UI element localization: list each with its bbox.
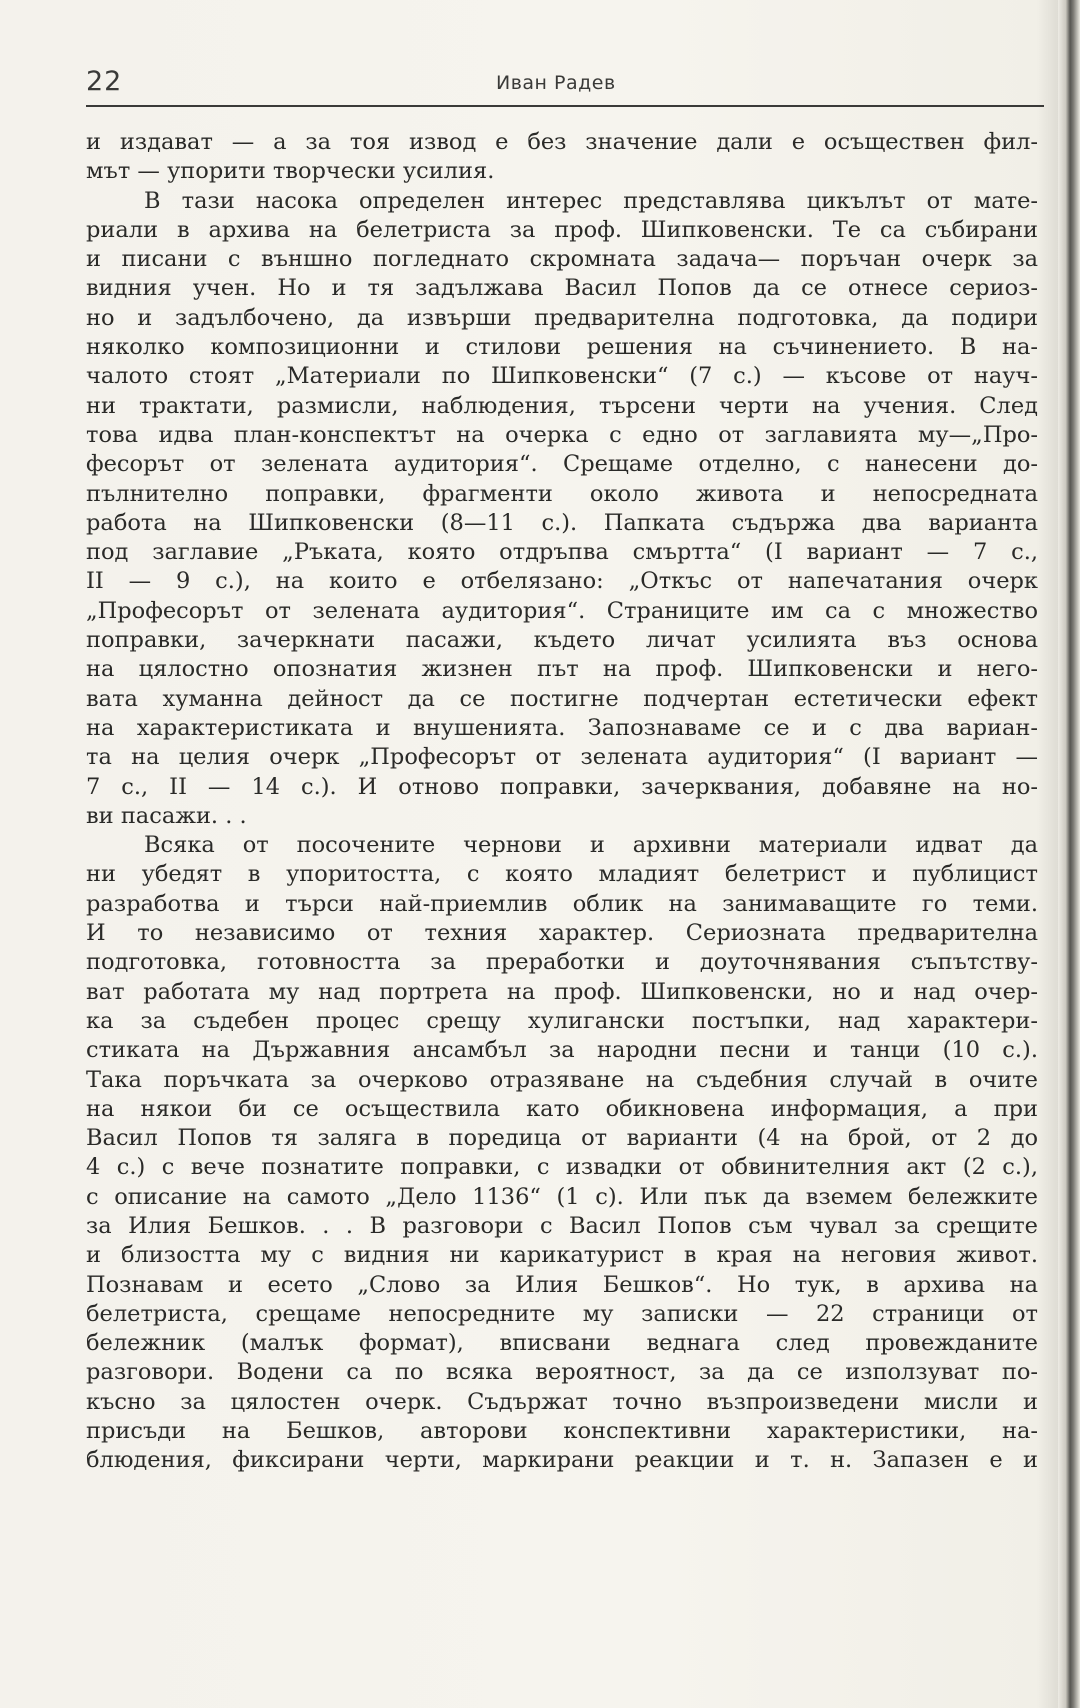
text-line: късно за цялостен очерк. Съдържат точно възпроизведени мисли и [86, 1388, 1038, 1415]
text-line: ка за съдебен процес срещу хулигански постъпки, над характери- [86, 1007, 1038, 1034]
body-text [86, 128, 1038, 1476]
text-line: видния учен. Но и тя задължава Васил Попов да се отнесе сериоз- [86, 275, 1038, 302]
text-line: 7 с., II — 14 с.). И отново поправки, зачерквания, добавяне на но- [86, 773, 1038, 800]
text-line: Така поръчката за очерково отразяване на съдебния случай в очите [86, 1066, 1038, 1093]
text-line: под заглавие „Ръката, която отдръпва смъртта“ (I вариант — 7 с., [86, 539, 1038, 566]
text-line: фесорът от зелената аудитория“. Срещаме отделно, с нанесени до- [86, 451, 1038, 478]
text-line: „Професорът от зелената аудитория“. Страниците им са с множество [86, 597, 1038, 624]
header-rule [86, 105, 1044, 107]
text-line: работа на Шипковенски (8—11 с.). Папката съдържа два варианта [86, 509, 1038, 536]
text-line: ни трактати, размисли, наблюдения, търсени черти на учения. След [86, 392, 1038, 419]
text-line: поправки, зачеркнати пасажи, където личат усилията въз основа [86, 627, 1038, 654]
text-line: присъди на Бешков, авторови конспективни характеристики, на- [86, 1418, 1038, 1445]
text-line: мът — упорити творчески усилия. [86, 158, 495, 185]
text-line: няколко композиционни и стилови решения на съчинението. В на- [86, 334, 1038, 361]
text-line: И то независимо от техния характер. Сериозната предварителна [86, 920, 1038, 947]
page-edge-shadow [1058, 0, 1080, 1708]
text-line: на характеристиката и внушенията. Запознаваме се и с два вариан- [86, 714, 1038, 741]
text-line: подготовка, готовността за преработки и доуточнявания съпътству- [86, 949, 1038, 976]
text-line: бележник (малък формат), вписвани веднага след провежданите [86, 1330, 1038, 1357]
text-line: Васил Попов тя заляга в поредица от варианти (4 на брой, от 2 до [86, 1125, 1038, 1152]
text-line: за Илия Бешков. . . В разговори с Васил Попов съм чувал за срещите [86, 1212, 1038, 1239]
text-line: 4 с.) с вече познатите поправки, с извадки от обвинителния акт (2 с.), [86, 1154, 1038, 1181]
text-line: чалото стоят „Материали по Шипковенски“ (7 с.) — късове от науч- [86, 363, 1038, 390]
text-line: ви пасажи. . . [86, 802, 247, 829]
text-line: разговори. Водени са по всяка вероятност, за да се използуват по- [86, 1359, 1038, 1386]
text-line: на някои би се осъществила като обикновена информация, а при [86, 1095, 1038, 1122]
text-line: В тази насока определен интерес представлява цикълът от мате- [144, 187, 1038, 214]
text-line: блюдения, фиксирани черти, маркирани реакции и т. н. Запазен е и [86, 1447, 1038, 1474]
text-line: II — 9 с.), на които е отбелязано: „Откъс от напечатания очерк [86, 568, 1038, 595]
text-line: стиката на Държавния ансамбъл за народни песни и танци (10 с.). [86, 1037, 1038, 1064]
text-line: с описание на самото „Дело 1136“ (1 с). Или пък да вземем бележките [86, 1183, 1038, 1210]
text-line: това идва план-конспектът на очерка с едно от заглавията му—„Про- [86, 421, 1038, 448]
text-line: риали в архива на белетриста за проф. Шипковенски. Те са събирани [86, 216, 1038, 243]
page-header [86, 66, 1044, 106]
text-line: и писани с външно погледнато скромната задача— поръчан очерк за [86, 246, 1038, 273]
text-line: Познавам и есето „Слово за Илия Бешков“. Но тук, в архива на [86, 1271, 1038, 1298]
text-line: и близостта му с видния ни карикатурист в края на неговия живот. [86, 1242, 1038, 1269]
page-number: 22 [86, 66, 123, 97]
text-line: Всяка от посочените чернови и архивни материали идват да [144, 832, 1038, 859]
text-line: но и задълбочено, да извърши предварителна подготовка, да подири [86, 304, 1038, 331]
running-head: Иван Радев [496, 72, 616, 94]
text-line: разработва и търси най-приемлив облик на занимаващите го теми. [86, 890, 1038, 917]
text-line: и издават — а за тоя извод е без значение дали е осъществен фил- [86, 129, 1038, 155]
text-line: ват работата му над портрета на проф. Шипковенски, но и над очер- [86, 978, 1038, 1005]
text-line: пълнително поправки, фрагменти около живота и непосредната [86, 480, 1038, 507]
text-line: на цялостно опознатия жизнен път на проф. Шипковенски и него- [86, 656, 1038, 683]
text-line: та на целия очерк „Професорът от зелената аудитория“ (I вариант — [86, 744, 1038, 771]
text-line: белетриста, срещаме непосредните му записки — 22 страници от [86, 1300, 1038, 1327]
text-line: вата хуманна дейност да се постигне подчертан естетически ефект [86, 685, 1038, 712]
text-line: ни убедят в упоритостта, с която младият белетрист и публицист [86, 861, 1038, 888]
